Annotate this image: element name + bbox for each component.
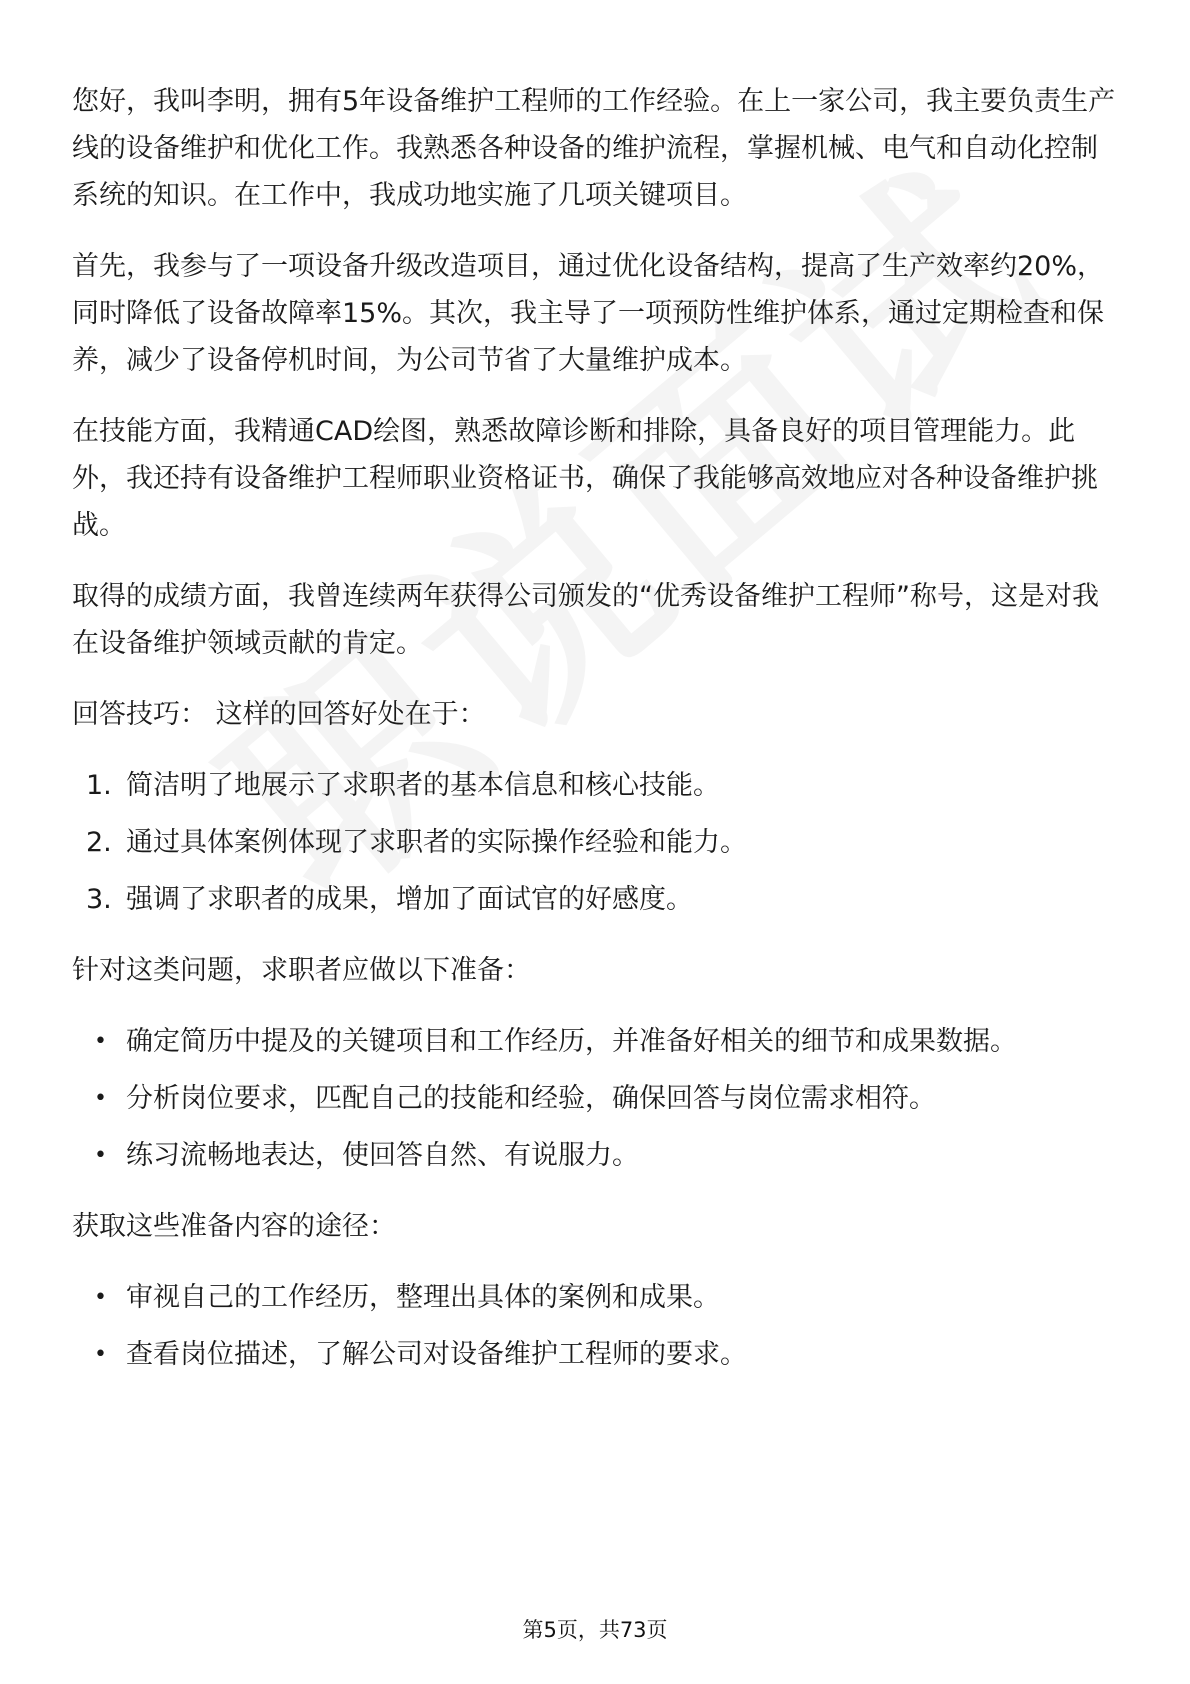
tips-heading: 回答技巧： 这样的回答好处在于： — [72, 699, 486, 730]
list-number: 3. — [86, 884, 112, 915]
document-body — [72, 78, 1118, 1402]
list-item — [72, 1274, 1118, 1321]
list-item-text: 强调了求职者的成果，增加了面试官的好感度。 — [126, 884, 693, 915]
list-number: 1. — [86, 770, 112, 801]
list-item-text: 查看岗位描述，了解公司对设备维护工程师的要求。 — [126, 1339, 747, 1370]
bullet-icon: • — [94, 1285, 107, 1310]
list-item — [72, 762, 1118, 809]
prep-list — [72, 1018, 1118, 1179]
list-number: 2. — [86, 827, 112, 858]
achievements-paragraph: 取得的成绩方面，我曾连续两年获得公司颁发的“优秀设备维护工程师”称号，这是对我在设备维护领域贡献的肯定。 — [72, 581, 1099, 659]
bullet-icon: • — [94, 1086, 107, 1111]
list-item-text: 确定简历中提及的关键项目和工作经历，并准备好相关的细节和成果数据。 — [126, 1026, 1017, 1057]
list-item — [72, 819, 1118, 866]
list-item — [72, 1075, 1118, 1122]
list-item — [72, 1132, 1118, 1179]
tips-list — [72, 762, 1118, 923]
list-item-text: 分析岗位要求，匹配自己的技能和经验，确保回答与岗位需求相符。 — [126, 1083, 936, 1114]
projects-paragraph: 首先，我参与了一项设备升级改造项目，通过优化设备结构，提高了生产效率约20%，同时降低了设备故障率15%。其次，我主导了一项预防性维护体系，通过定期检查和保养，减少了设备停机时间，为公司节省了大量维护成本。 — [72, 251, 1105, 376]
intro-paragraph: 您好，我叫李明，拥有5年设备维护工程师的工作经验。在上一家公司，我主要负责生产线的设备维护和优化工作。我熟悉各种设备的维护流程，掌握机械、电气和自动化控制系统的知识。在工作中，我成功地实施了几项关键项目。 — [72, 86, 1116, 211]
prep-heading: 针对这类问题，求职者应做以下准备： — [72, 955, 531, 986]
page-number: 第5页，共73页 — [522, 1618, 668, 1642]
ways-list — [72, 1274, 1118, 1378]
bullet-icon: • — [94, 1029, 107, 1054]
bullet-icon: • — [94, 1143, 107, 1168]
list-item-text: 练习流畅地表达，使回答自然、有说服力。 — [126, 1140, 639, 1171]
list-item-text: 简洁明了地展示了求职者的基本信息和核心技能。 — [126, 770, 720, 801]
list-item-text: 审视自己的工作经历，整理出具体的案例和成果。 — [126, 1282, 720, 1313]
bullet-icon: • — [94, 1342, 107, 1367]
list-item — [72, 876, 1118, 923]
list-item — [72, 1018, 1118, 1065]
skills-paragraph: 在技能方面，我精通CAD绘图，熟悉故障诊断和排除，具备良好的项目管理能力。此外，我还持有设备维护工程师职业资格证书，确保了我能够高效地应对各种设备维护挑战。 — [72, 416, 1098, 541]
list-item — [72, 1331, 1118, 1378]
list-item-text: 通过具体案例体现了求职者的实际操作经验和能力。 — [126, 827, 747, 858]
ways-heading: 获取这些准备内容的途径： — [72, 1211, 396, 1242]
